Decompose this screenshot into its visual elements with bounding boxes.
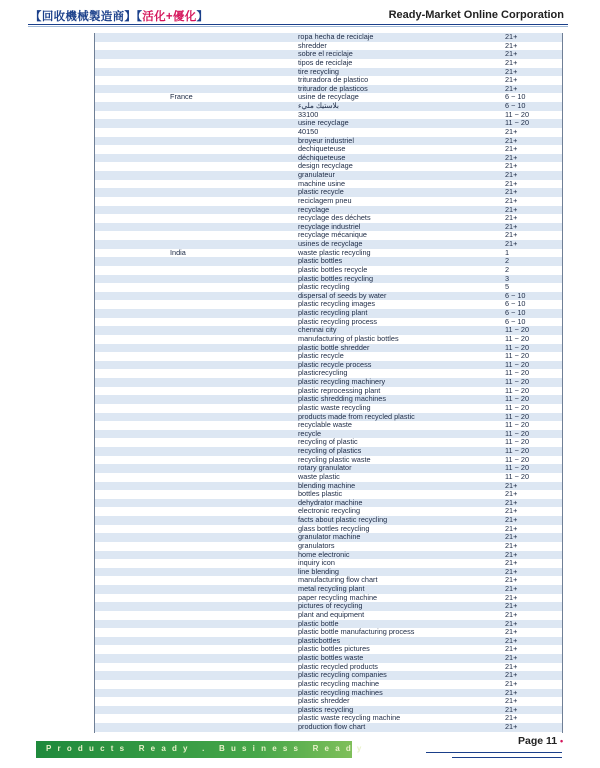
keyword-cell: production flow chart <box>298 722 366 731</box>
keyword-cell: plasticrecycling <box>298 368 348 378</box>
count-cell: 21+ <box>505 506 518 516</box>
count-cell: 11 ~ 20 <box>505 463 530 473</box>
keyword-cell: sobre el reciclaje <box>298 49 353 59</box>
keyword-cell: machine usine <box>298 178 346 188</box>
count-cell: 6 ~ 10 <box>505 290 526 300</box>
count-cell: 21+ <box>505 609 518 619</box>
header-bracket-open: 【 <box>30 11 42 23</box>
count-cell: 11 ~ 20 <box>505 118 530 128</box>
keyword-cell: dehydrator machine <box>298 497 363 507</box>
header-accent-close: 】 <box>196 11 209 23</box>
table-row <box>95 421 562 430</box>
page-number <box>518 735 563 747</box>
count-cell: 21+ <box>505 66 518 76</box>
keyword-cell: plastic recycling machinery <box>298 377 386 386</box>
count-cell: 6 ~ 10 <box>505 299 526 309</box>
keyword-cell: ropa hecha de reciclaje <box>298 33 374 41</box>
keyword-cell: broyeur industriel <box>298 135 354 145</box>
keyword-cell: usine de recyclage <box>298 92 359 102</box>
country-cell: India <box>170 247 186 257</box>
count-cell: 21+ <box>505 489 518 499</box>
keyword-cell: waste plastic recycling <box>298 247 371 257</box>
keyword-cell: 40150 <box>298 126 319 136</box>
count-cell: 21+ <box>505 722 518 731</box>
keyword-cell: plastic recycle process <box>298 359 372 369</box>
keyword-cell: products made from recycled plastic <box>298 411 415 421</box>
keyword-cell: facts about plastic recycling <box>298 515 388 524</box>
keyword-cell: plastic waste recycling <box>298 402 371 412</box>
header-accent-text: 活化+優化 <box>142 11 197 23</box>
count-cell: 11 ~ 20 <box>505 402 530 412</box>
keyword-cell: plastic bottles recycle <box>298 264 368 274</box>
keyword-cell: plastic shredding machines <box>298 394 387 404</box>
count-cell: 11 ~ 20 <box>505 454 530 464</box>
count-cell: 6 ~ 10 <box>505 308 526 317</box>
keyword-cell: recycling plastic waste <box>298 454 371 464</box>
count-cell: 6 ~ 10 <box>505 92 526 102</box>
header-title-text: 回收機械製造商 <box>41 11 125 23</box>
count-cell: 11 ~ 20 <box>505 351 530 361</box>
keyword-cell: triturador de plasticos <box>298 83 368 93</box>
count-cell: 21+ <box>505 566 518 576</box>
keyword-cell: déchiqueteuse <box>298 152 346 162</box>
count-cell: 6 ~ 10 <box>505 316 526 326</box>
count-cell: 21+ <box>505 670 518 680</box>
keyword-cell: manufacturing of plastic bottles <box>298 333 399 343</box>
keyword-cell: plastic recycling process <box>298 316 378 326</box>
keyword-cell: metal recycling plant <box>298 584 365 593</box>
table-row <box>95 723 562 732</box>
count-cell: 11 ~ 20 <box>505 359 530 369</box>
count-cell: 21+ <box>505 713 518 723</box>
keyword-cell: plastic bottle manufacturing process <box>298 627 415 637</box>
count-cell: 2 <box>505 256 510 266</box>
keyword-cell: glass bottles recycling <box>298 523 370 533</box>
table-row <box>95 33 562 42</box>
count-cell: 21+ <box>505 515 518 524</box>
count-cell: 21+ <box>505 575 518 585</box>
count-cell: 21+ <box>505 161 518 171</box>
keyword-cell: home electronic <box>298 549 350 559</box>
count-cell: 21+ <box>505 661 518 671</box>
keyword-cell: recyclage <box>298 204 330 214</box>
footer-divider-short <box>452 757 562 758</box>
keyword-cell: plastic bottles pictures <box>298 644 370 654</box>
keyword-cell: plastic recycling plant <box>298 308 368 317</box>
keyword-cell: manufacturing flow chart <box>298 575 378 585</box>
keyword-cell: line blending <box>298 566 339 576</box>
count-cell: 21+ <box>505 480 518 490</box>
count-cell: 21+ <box>505 57 518 67</box>
count-cell: 3 <box>505 273 510 283</box>
header-divider <box>28 24 568 25</box>
page-number-label: Page 11 <box>518 735 558 747</box>
footer-divider <box>426 752 562 753</box>
count-cell: 21+ <box>505 592 518 602</box>
keyword-cell: plant and equipment <box>298 609 365 619</box>
keyword-cell: plastic recycled products <box>298 661 378 671</box>
count-cell: 21+ <box>505 144 518 154</box>
country-cell: France <box>170 92 193 102</box>
count-cell: 11 ~ 20 <box>505 368 530 378</box>
count-cell: 21+ <box>505 239 518 248</box>
count-cell: 11 ~ 20 <box>505 471 530 481</box>
table-body <box>95 33 562 732</box>
page-dot-icon: • <box>560 736 564 746</box>
keyword-cell: recyclage industriel <box>298 221 361 231</box>
keyword-cell: tire recycling <box>298 66 339 76</box>
keyword-cell: design recyclage <box>298 161 353 171</box>
count-cell: 11 ~ 20 <box>505 377 530 386</box>
count-cell: 21+ <box>505 126 518 136</box>
count-cell: 21+ <box>505 170 518 179</box>
header-corporation-name: Ready-Market Online Corporation <box>388 9 564 21</box>
count-cell: 21+ <box>505 178 518 188</box>
keyword-cell: plastic bottles recycling <box>298 273 374 283</box>
count-cell: 21+ <box>505 187 518 197</box>
count-cell: 1 <box>505 247 510 257</box>
keyword-cell: pictures of recycling <box>298 601 363 611</box>
count-cell: 11 ~ 20 <box>505 437 530 447</box>
count-cell: 21+ <box>505 584 518 593</box>
count-cell: 2 <box>505 264 510 274</box>
keyword-cell: reciclagem pneu <box>298 195 352 205</box>
count-cell: 21+ <box>505 558 518 568</box>
count-cell: 21+ <box>505 204 518 214</box>
count-cell: 11 ~ 20 <box>505 333 530 343</box>
keyword-cell: recyclage des déchets <box>298 213 371 223</box>
count-cell: 21+ <box>505 635 518 645</box>
keyword-cell: بلاستيك مليء <box>298 101 339 110</box>
count-cell: 21+ <box>505 687 518 697</box>
keyword-cell: rotary granulator <box>298 463 352 473</box>
keyword-cell: recycling of plastics <box>298 446 362 455</box>
count-cell: 21+ <box>505 549 518 559</box>
count-cell: 21+ <box>505 213 518 223</box>
count-cell: 21+ <box>505 601 518 611</box>
keyword-cell: recycle <box>298 428 322 438</box>
count-cell: 11 ~ 20 <box>505 420 530 430</box>
keyword-cell: plastic bottle shredder <box>298 342 370 352</box>
keyword-cell: plastic bottles <box>298 256 343 266</box>
keyword-cell: plastic recycle <box>298 187 344 197</box>
count-cell: 5 <box>505 282 510 292</box>
count-cell: 11 ~ 20 <box>505 109 530 119</box>
count-cell: 21+ <box>505 33 518 41</box>
keyword-cell: trituradora de plastico <box>298 75 369 85</box>
keyword-cell: plasticbottles <box>298 635 341 645</box>
count-cell: 21+ <box>505 83 518 93</box>
keyword-cell: recyclage mécanique <box>298 230 367 240</box>
count-cell: 21+ <box>505 644 518 654</box>
count-cell: 21+ <box>505 532 518 542</box>
count-cell: 21+ <box>505 627 518 637</box>
count-cell: 11 ~ 20 <box>505 446 530 455</box>
count-cell: 11 ~ 20 <box>505 394 530 404</box>
keyword-cell: shredder <box>298 40 327 50</box>
header-bracket-close: 】 <box>124 11 137 23</box>
keyword-cell: dispersal of seeds by water <box>298 290 387 300</box>
count-cell: 11 ~ 20 <box>505 428 530 438</box>
count-cell: 21+ <box>505 40 518 50</box>
count-cell: 21+ <box>505 540 518 550</box>
count-cell: 11 ~ 20 <box>505 325 530 335</box>
keyword-cell: blending machine <box>298 480 356 490</box>
keyword-cell: plastic bottle <box>298 618 339 628</box>
header-accent-open: 【 <box>136 11 143 23</box>
count-cell: 21+ <box>505 497 518 507</box>
count-cell: 21+ <box>505 618 518 628</box>
keyword-cell: usines de recyclage <box>298 239 363 248</box>
count-cell: 21+ <box>505 230 518 240</box>
count-cell: 11 ~ 20 <box>505 342 530 352</box>
keyword-cell: recycling of plastic <box>298 437 358 447</box>
keyword-cell: granulator machine <box>298 532 361 542</box>
keyword-cell: plastic shredder <box>298 696 350 706</box>
table-row <box>95 119 562 128</box>
keyword-cell: plastic recycling machine <box>298 678 380 688</box>
count-cell: 21+ <box>505 696 518 706</box>
count-cell: 21+ <box>505 49 518 59</box>
keyword-cell: plastic reprocessing plant <box>298 385 381 395</box>
keyword-cell: bottles plastic <box>298 489 343 499</box>
keyword-cell: paper recycling machine <box>298 592 378 602</box>
keyword-cell: plastic recycle <box>298 351 344 361</box>
count-cell: 11 ~ 20 <box>505 385 530 395</box>
keyword-cell: chennai city <box>298 325 337 335</box>
count-cell: 6 ~ 10 <box>505 101 526 110</box>
keyword-cell: plastic waste recycling machine <box>298 713 401 723</box>
keyword-cell: tipos de reciclaje <box>298 57 353 67</box>
keyword-cell: 33100 <box>298 109 319 119</box>
count-cell: 21+ <box>505 195 518 205</box>
keyword-cell: plastics recycling <box>298 704 354 714</box>
keyword-cell: waste plastic <box>298 471 340 481</box>
count-cell: 21+ <box>505 75 518 85</box>
count-cell: 11 ~ 20 <box>505 411 530 421</box>
count-cell: 21+ <box>505 678 518 688</box>
count-cell: 21+ <box>505 152 518 162</box>
header-divider-light <box>28 26 568 27</box>
keyword-cell: electronic recycling <box>298 506 361 516</box>
keyword-cell: recyclable waste <box>298 420 352 430</box>
header-company-title <box>30 8 208 24</box>
keyword-cell: inquiry icon <box>298 558 335 568</box>
count-cell: 21+ <box>505 135 518 145</box>
keyword-cell: dechiqueteuse <box>298 144 346 154</box>
keyword-table <box>94 33 563 733</box>
keyword-cell: plastic recycling images <box>298 299 376 309</box>
count-cell: 21+ <box>505 704 518 714</box>
footer-tagline: Products Ready . Business Ready <box>46 744 368 753</box>
count-cell: 21+ <box>505 653 518 662</box>
table-row <box>95 102 562 111</box>
keyword-cell: plastic recycling <box>298 282 350 292</box>
keyword-cell: plastic bottles waste <box>298 653 364 662</box>
keyword-cell: plastic recycling companies <box>298 670 387 680</box>
keyword-cell: plastic recycling machines <box>298 687 383 697</box>
count-cell: 21+ <box>505 221 518 231</box>
count-cell: 21+ <box>505 523 518 533</box>
keyword-cell: granulateur <box>298 170 335 179</box>
keyword-cell: granulators <box>298 540 335 550</box>
keyword-cell: usine recyclage <box>298 118 349 128</box>
